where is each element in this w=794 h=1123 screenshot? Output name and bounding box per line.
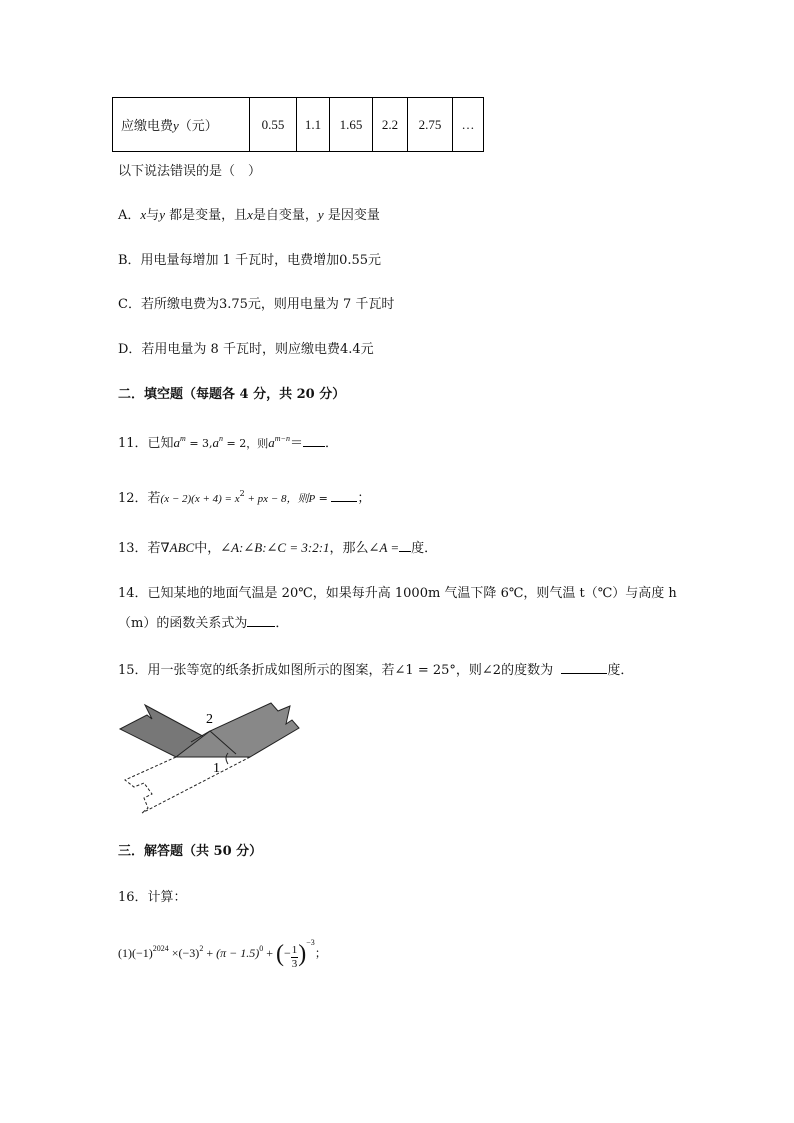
q15-text: 15．用一张等宽的纸条折成如图所示的图案，若∠1 = 25°，则∠2的度数为 — [118, 663, 554, 678]
electricity-fee-table — [112, 97, 484, 152]
operator: + — [206, 946, 214, 960]
part-label: (1) — [118, 946, 132, 960]
q13-end: 度． — [411, 541, 438, 556]
q11-label: 11．已知 — [118, 436, 174, 451]
q12-equals: = — [315, 492, 332, 505]
q11-mid: = 3, — [185, 437, 213, 450]
q12-expr: (x − 2)(x + 4) = x — [160, 493, 240, 505]
right-folded-strip — [176, 703, 299, 757]
table-cell: 0.55 — [250, 98, 297, 152]
answer-blank[interactable] — [561, 662, 607, 674]
var-a: a — [212, 435, 220, 450]
folded-strip-figure — [116, 695, 306, 820]
option-a-text: 与 — [146, 208, 160, 223]
q14-end: ． — [275, 616, 289, 631]
term-exponent: −3 — [306, 938, 315, 947]
answer-blank[interactable] — [399, 540, 411, 552]
table-header-cell — [113, 98, 250, 152]
term-base: (π − 1.5) — [216, 946, 260, 960]
q12-label: 12．若 — [118, 491, 161, 506]
var-a: a — [173, 435, 181, 450]
angle-ratio: ∠A:∠B:∠C = 3:2:1 — [220, 540, 330, 555]
option-a-text: 是自变量， — [252, 208, 318, 223]
var-y: y — [317, 207, 324, 222]
exp-2: 2 — [239, 489, 245, 498]
option-a-text: 是因变量 — [327, 208, 380, 223]
table-cell: 2.2 — [373, 98, 408, 152]
var-p: P — [308, 493, 316, 505]
option-b: B．用电量每增加 1 千瓦时，电费增加0.55元 — [118, 253, 382, 268]
q15-end: 度． — [607, 663, 634, 678]
question-16-title: 16．计算： — [118, 890, 187, 905]
term-exponent: 2024 — [152, 944, 169, 953]
triangle-abc: ∇ABC — [160, 540, 195, 555]
question-11 — [118, 432, 338, 451]
question-10-stem: 以下说法错误的是（ ） — [118, 164, 262, 179]
q13-text: 中， — [194, 541, 221, 556]
section-3-heading: 三．解答题（共 50 分） — [118, 844, 263, 859]
var-x: x — [247, 207, 253, 222]
table-cell: … — [453, 98, 484, 152]
option-a-text: 都是变量，且 — [169, 208, 248, 223]
table-cell: 1.65 — [330, 98, 373, 152]
question-14-line-2 — [118, 612, 288, 631]
q11-equals: ＝ — [289, 436, 303, 451]
angle-a: ∠A = — [368, 540, 400, 555]
dashed-strip-outline — [125, 757, 250, 813]
exp-n: n — [219, 434, 224, 443]
fraction-numerator: 1 — [291, 944, 298, 956]
fraction-denominator: 3 — [291, 958, 298, 970]
q11-mid: = 2，则 — [223, 437, 269, 450]
q12-end: ； — [357, 491, 371, 506]
q16-end: ； — [314, 946, 327, 960]
exp-m: m — [180, 434, 186, 443]
operator: + — [266, 946, 273, 960]
exp-m-n: m−n — [274, 434, 290, 443]
angle-1-label: 1 — [213, 761, 220, 776]
question-14-line-1: 14．已知某地的地面气温是 20℃，如果每升高 1000m 气温下降 6℃，则气温 t（℃）与高度 h — [118, 586, 677, 601]
option-c: C．若所缴电费为3.75元，则用电量为 7 千瓦时 — [118, 297, 395, 312]
var-y: y — [159, 207, 165, 222]
q13-text: ，那么 — [329, 541, 369, 556]
answer-blank[interactable] — [247, 615, 275, 627]
operator: − — [283, 946, 291, 960]
option-a-prefix: A． — [118, 208, 141, 223]
answer-blank[interactable] — [331, 490, 357, 502]
q14-text: （m）的函数关系式为 — [118, 616, 248, 631]
q12-expr: + px − 8，则 — [244, 493, 309, 505]
option-d: D．若用电量为 8 千瓦时，则应缴电费4.4元 — [118, 342, 374, 357]
header-unit: （元） — [178, 119, 218, 134]
question-12 — [118, 487, 370, 506]
term-base: (−1) — [132, 946, 153, 960]
q11-end: ． — [324, 436, 338, 451]
question-15 — [118, 659, 633, 678]
var-a: a — [268, 435, 275, 450]
term-exponent: 0 — [259, 944, 264, 953]
table-cell: 2.75 — [408, 98, 453, 152]
table-cell: 1.1 — [297, 98, 330, 152]
operator: × — [171, 946, 179, 960]
option-a — [118, 204, 380, 223]
term-exponent: 2 — [199, 944, 204, 953]
question-13 — [118, 537, 437, 556]
header-variable: y — [173, 118, 179, 133]
answer-blank[interactable] — [303, 435, 325, 447]
var-x: x — [140, 207, 147, 222]
question-16-part-1: $(1)(-1)^{2024} \times(-3)^2 + (\pi - 1.5)^0$ + (− $\frac{1}{3}$ )$^{-3}$； — [118, 938, 327, 970]
term-base: (−3) — [178, 946, 200, 960]
header-label: 应缴电费 — [121, 119, 174, 134]
section-2-heading: 二．填空题（每题各 4 分，共 20 分） — [118, 387, 346, 402]
q13-label: 13．若 — [118, 541, 161, 556]
table-row — [113, 98, 484, 152]
angle-2-label: 2 — [206, 712, 213, 727]
